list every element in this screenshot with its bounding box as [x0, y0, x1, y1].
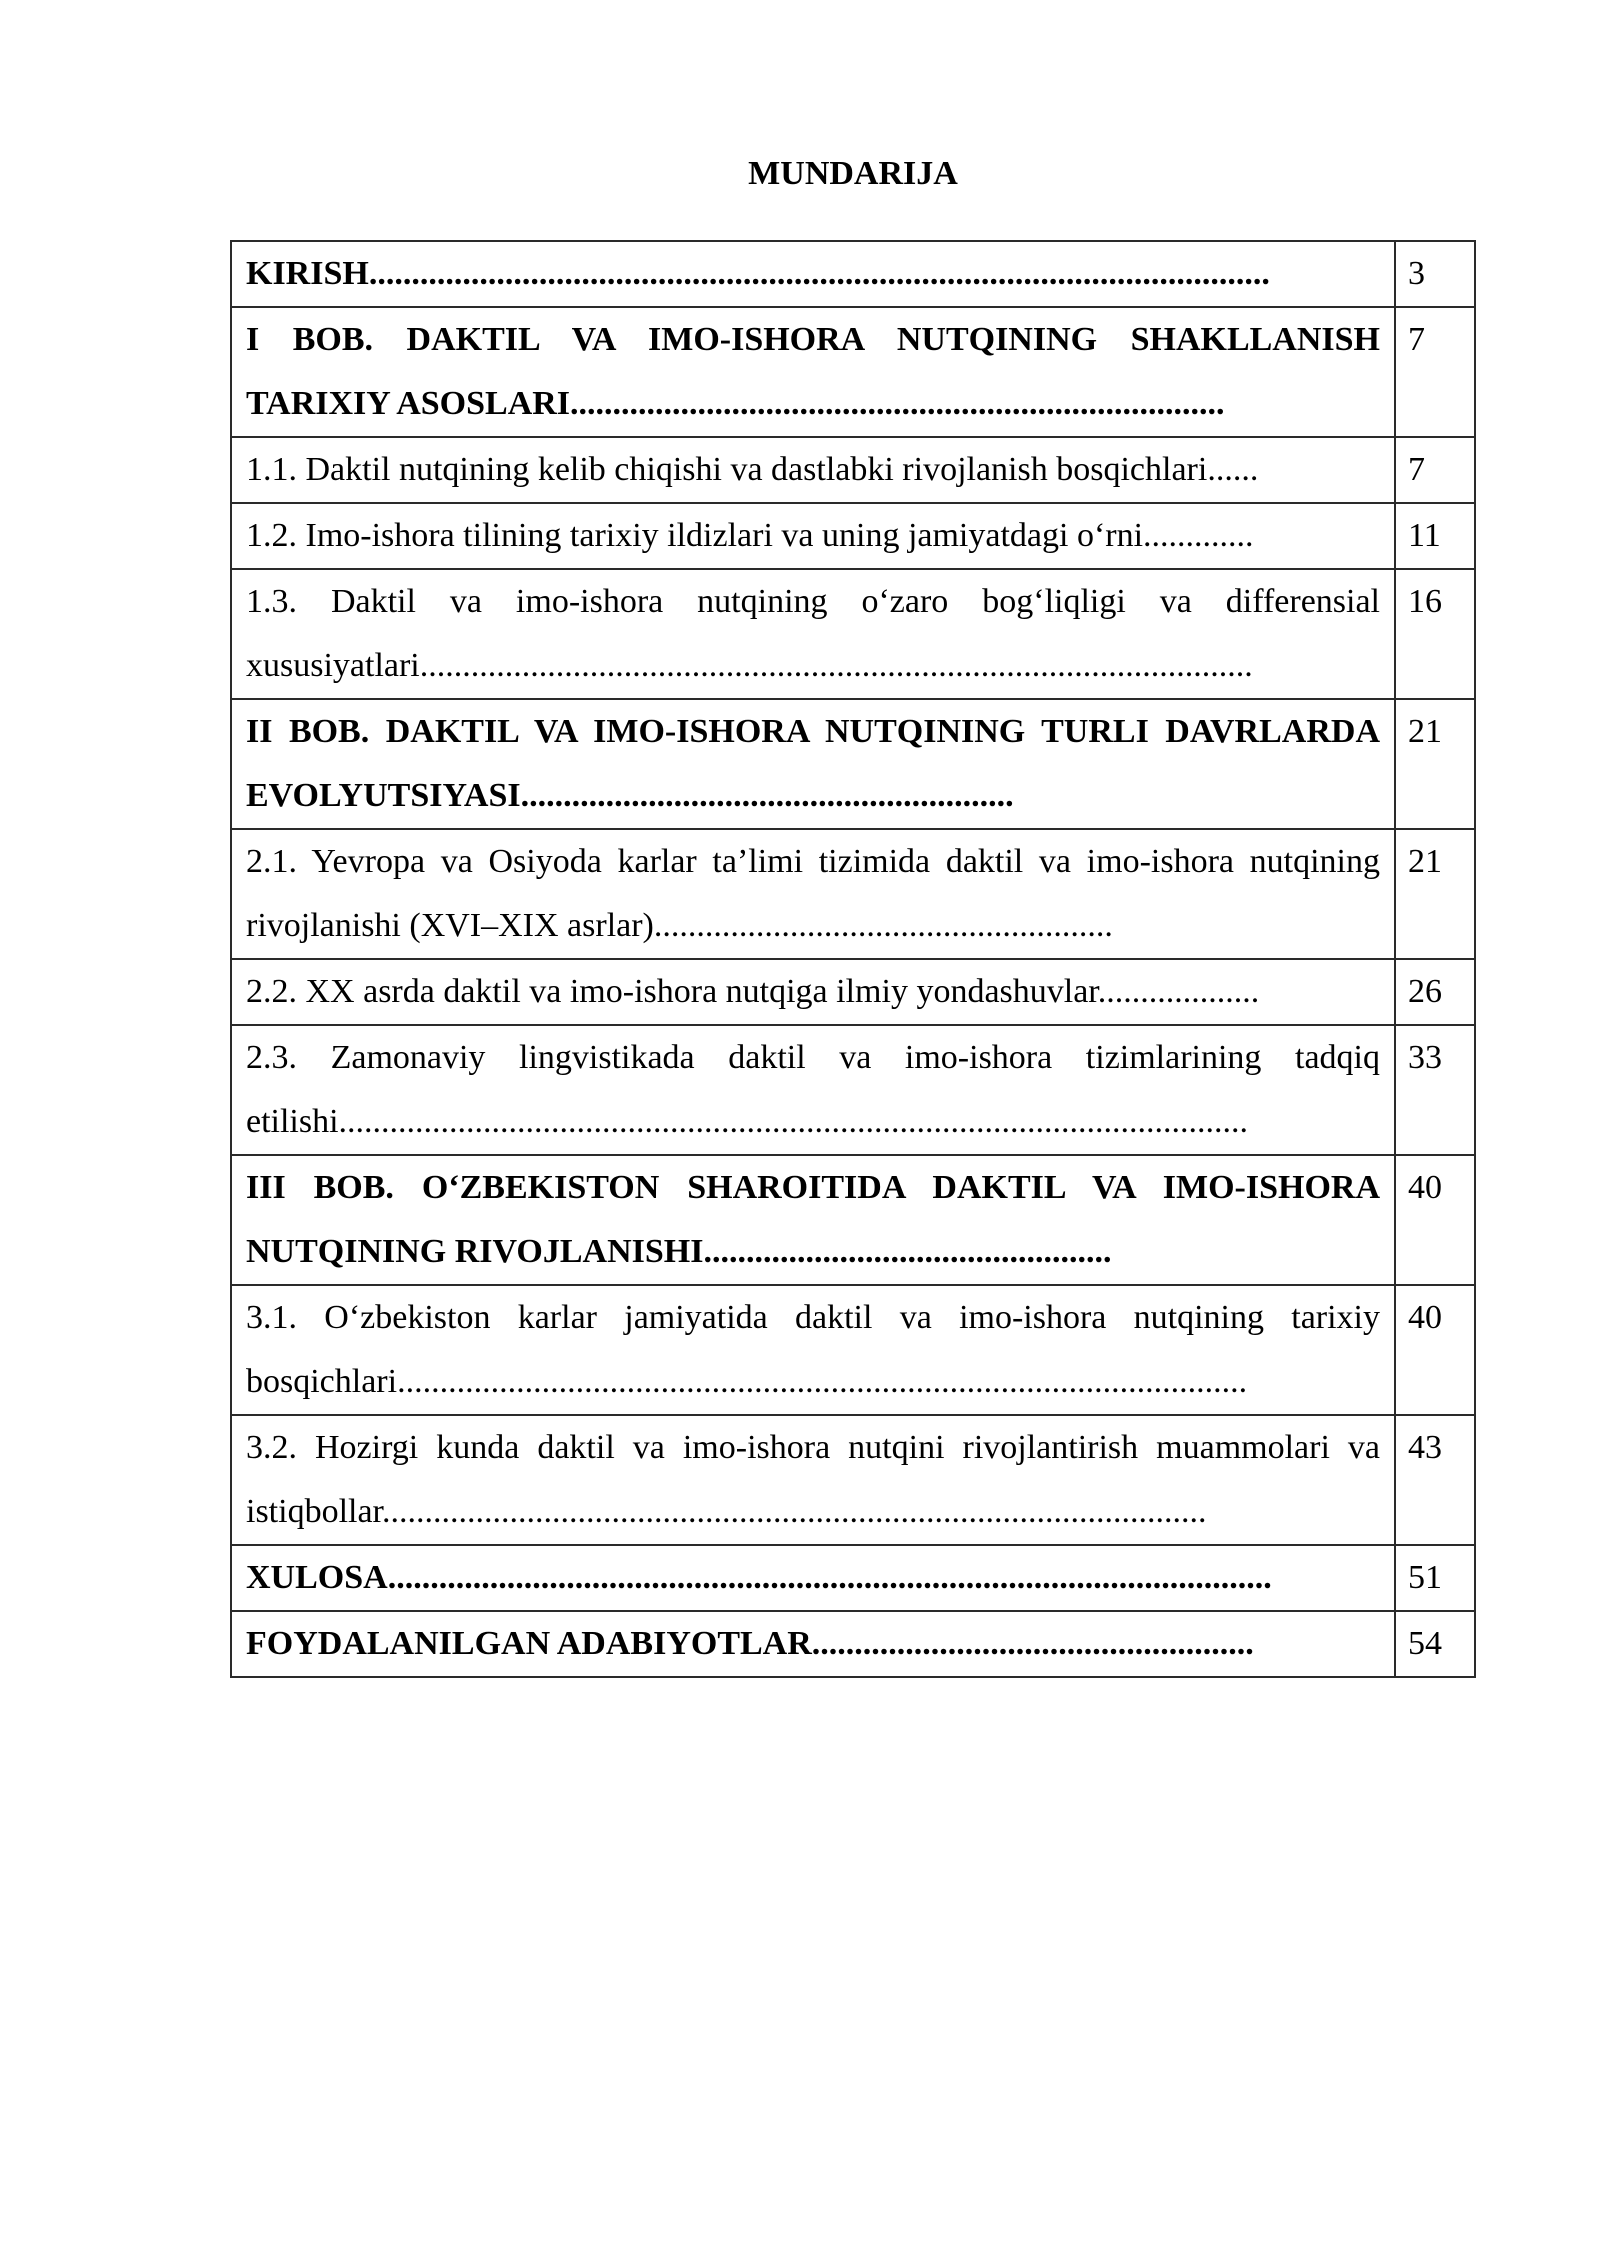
toc-page-number: 11	[1395, 503, 1475, 569]
toc-row	[231, 503, 1475, 569]
toc-row	[231, 1415, 1475, 1545]
toc-row	[231, 1545, 1475, 1611]
toc-entry-text: 3.1. O‘zbekiston karlar jamiyatida daktil va imo-ishora nutqining tarixiy bosqichlari....................................................................................................	[231, 1285, 1395, 1415]
toc-row	[231, 699, 1475, 829]
toc-entry-text: II BOB. DAKTIL VA IMO-ISHORA NUTQINING TURLI DAVRLARDA EVOLYUTSIYASI..........................................................	[231, 699, 1395, 829]
toc-row	[231, 307, 1475, 437]
toc-page-number: 40	[1395, 1155, 1475, 1285]
toc-row	[231, 241, 1475, 307]
toc-row	[231, 1611, 1475, 1677]
toc-row	[231, 1285, 1475, 1415]
toc-row	[231, 959, 1475, 1025]
toc-entry-text: 2.1. Yevropa va Osiyoda karlar ta’limi tizimida daktil va imo-ishora nutqining rivojlanishi (XVI–XIX asrlar)......................................................	[231, 829, 1395, 959]
toc-entry-text: 2.3. Zamonaviy lingvistikada daktil va imo-ishora tizimlarining tadqiq etilishi...........................................................................................................	[231, 1025, 1395, 1155]
toc-page-number: 21	[1395, 699, 1475, 829]
toc-entry-text: 1.3. Daktil va imo-ishora nutqining o‘zaro bog‘liqligi va differensial xususiyatlari..................................................................................................	[231, 569, 1395, 699]
toc-row	[231, 829, 1475, 959]
toc-row	[231, 437, 1475, 503]
toc-entry-text: 1.2. Imo-ishora tilining tarixiy ildizlari va uning jamiyatdagi o‘rni.............	[231, 503, 1395, 569]
toc-entry-text: 3.2. Hozirgi kunda daktil va imo-ishora nutqini rivojlantirish muammolari va istiqbollar.................................................................................................	[231, 1415, 1395, 1545]
page-title: MUNDARIJA	[748, 155, 958, 192]
toc-page-number: 7	[1395, 437, 1475, 503]
toc-page-number: 21	[1395, 829, 1475, 959]
toc-entry-text: III BOB. O‘ZBEKISTON SHAROITIDA DAKTIL VA IMO-ISHORA NUTQINING RIVOJLANISHI................................................	[231, 1155, 1395, 1285]
toc-page-number: 54	[1395, 1611, 1475, 1677]
toc-page-number: 43	[1395, 1415, 1475, 1545]
toc-page-number: 16	[1395, 569, 1475, 699]
toc-row	[231, 569, 1475, 699]
table-of-contents	[230, 240, 1476, 1678]
toc-entry-text: I BOB. DAKTIL VA IMO-ISHORA NUTQINING SHAKLLANISH TARIXIY ASOSLARI.............................................................................	[231, 307, 1395, 437]
toc-entry-text: KIRISH..........................................................................................................	[231, 241, 1395, 307]
toc-page-number: 33	[1395, 1025, 1475, 1155]
toc-page-number: 51	[1395, 1545, 1475, 1611]
toc-page-number: 7	[1395, 307, 1475, 437]
toc-entry-text: FOYDALANILGAN ADABIYOTLAR....................................................	[231, 1611, 1395, 1677]
toc-entry-text: XULOSA........................................................................................................	[231, 1545, 1395, 1611]
toc-page-number: 3	[1395, 241, 1475, 307]
toc-entry-text: 2.2. XX asrda daktil va imo-ishora nutqiga ilmiy yondashuvlar...................	[231, 959, 1395, 1025]
toc-row	[231, 1155, 1475, 1285]
toc-page-number: 40	[1395, 1285, 1475, 1415]
toc-entry-text: 1.1. Daktil nutqining kelib chiqishi va dastlabki rivojlanish bosqichlari......	[231, 437, 1395, 503]
toc-page-number: 26	[1395, 959, 1475, 1025]
toc-row	[231, 1025, 1475, 1155]
